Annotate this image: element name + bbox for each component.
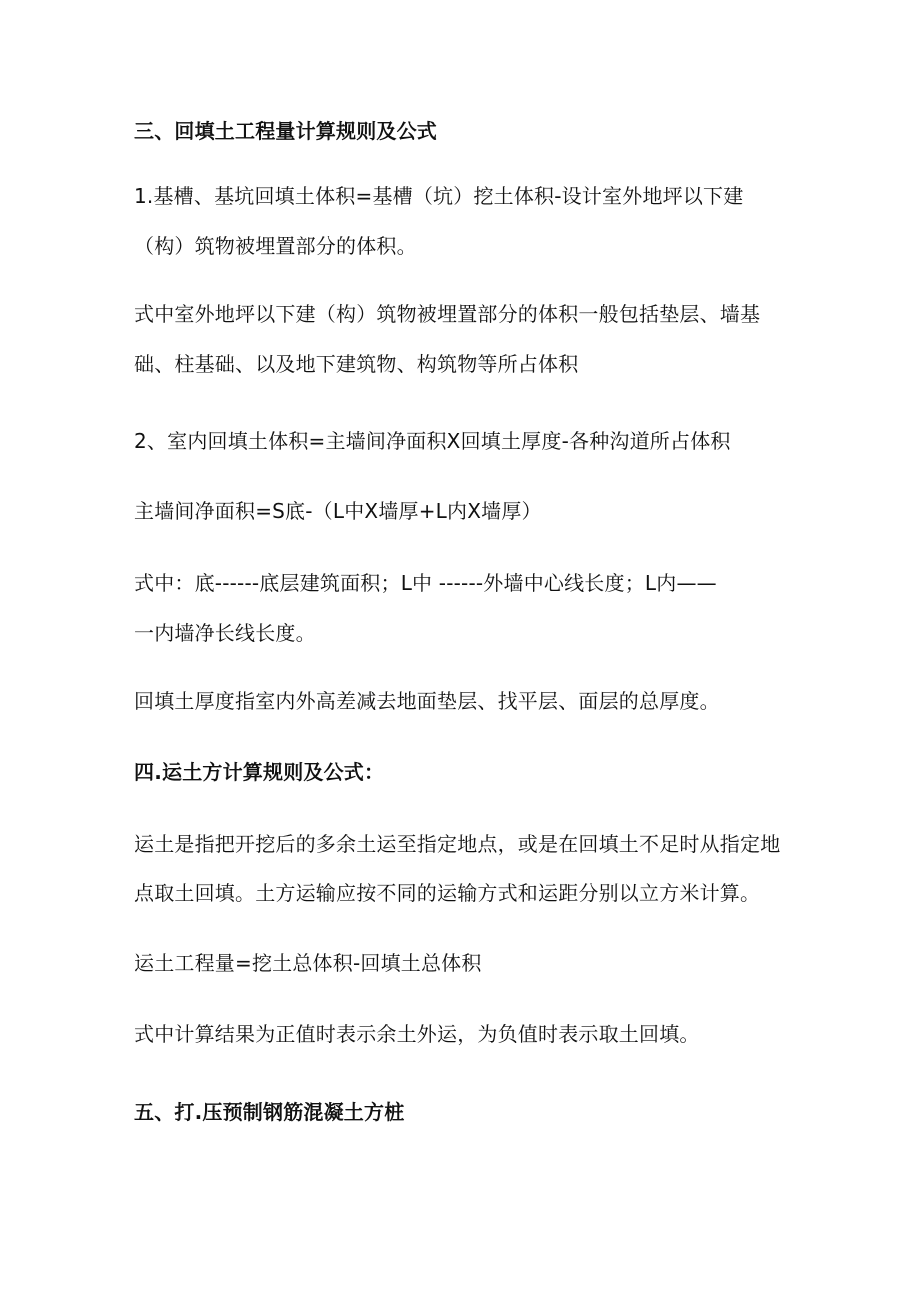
paragraph-line: 1.基槽、基坑回填土体积=基槽（坑）挖土体积-设计室外地坪以下建 [134,184,744,208]
paragraph-line: 式中计算结果为正值时表示余土外运，为负值时表示取土回填。 [134,1022,700,1046]
paragraph-line: 式中：底------底层建筑面积；L中 ------外墙中心线长度；L内—— [134,571,717,595]
paragraph-line: 础、柱基础、以及地下建筑物、构筑物等所占体积 [134,352,579,376]
formula-line: 运土工程量=挖土总体积-回填土总体积 [134,951,482,975]
paragraph-line: 运土是指把开挖后的多余土运至指定地点，或是在回填土不足时从指定地 [134,832,781,856]
section-heading-backfill: 三、回填土工程量计算规则及公式 [134,119,437,143]
paragraph-line: 2、室内回填土体积=主墙间净面积X回填土厚度-各种沟道所占体积 [134,429,731,453]
paragraph-line: 点取土回填。土方运输应按不同的运输方式和运距分别以立方米计算。 [134,881,761,905]
paragraph-line: （构）筑物被埋置部分的体积。 [134,234,417,258]
section-heading-earth-transport: 四.运土方计算规则及公式： [134,760,385,784]
paragraph-line: 一内墙净长线长度。 [134,621,316,645]
paragraph-line: 式中室外地坪以下建（构）筑物被埋置部分的体积一般包括垫层、墙基 [134,302,761,326]
paragraph-line: 回填土厚度指室内外高差减去地面垫层、找平层、面层的总厚度。 [134,689,720,713]
section-heading-piles: 五、打.压预制钢筋混凝土方桩 [134,1100,405,1124]
formula-line: 主墙间净面积=S底-（L中X墙厚+L内X墙厚） [134,499,542,523]
